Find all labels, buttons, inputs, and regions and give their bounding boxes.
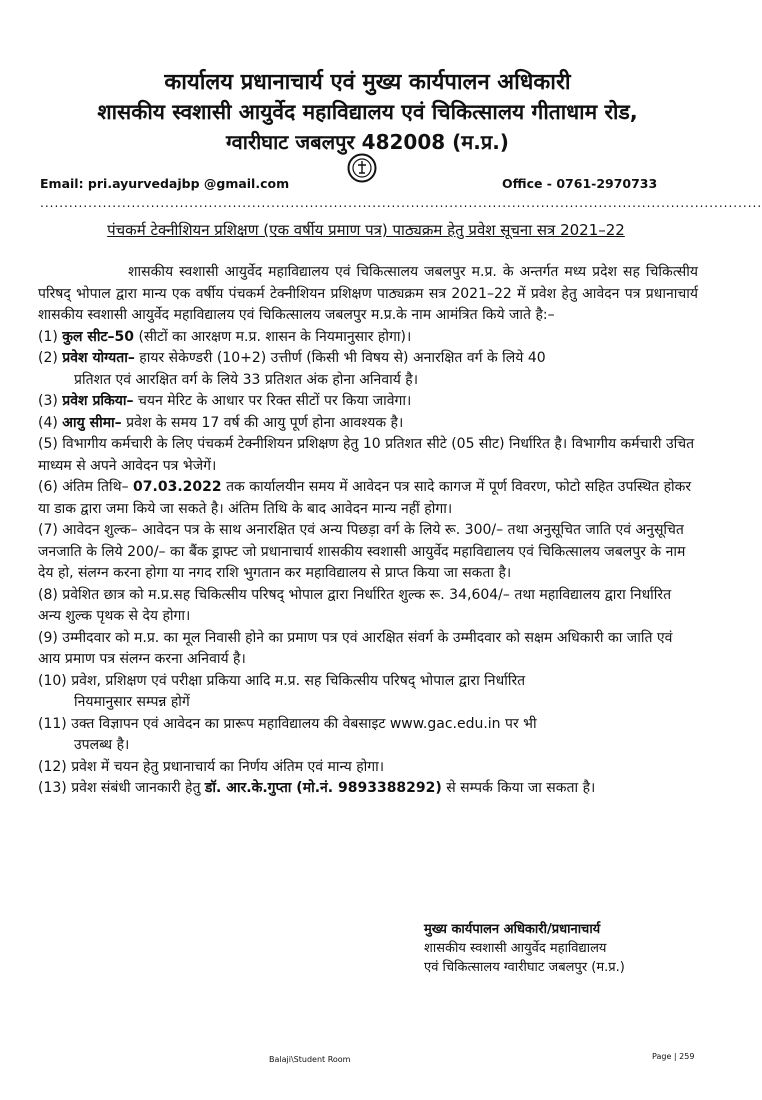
item-text: उम्मीदवार को म.प्र. का मूल निवासी होने का प्रमाण पत्र एवं आरक्षित संवर्ग के उम्मीदवार को सक्षम अधिकारी का जाति एवं आय प्रमाण पत्र संलग्न करना अनिवार्य है। bbox=[38, 629, 673, 667]
list-item bbox=[38, 413, 698, 435]
item-text: प्रवेशित छात्र को म.प्र.सह चिकित्सीय परिषद् भोपाल द्वारा निर्धारित शुल्क रू. 34,604/– तथा महाविद्यालय द्वारा निर्धारित अन्य शुल्क पृथक से देय होगा। bbox=[38, 586, 672, 624]
notice-body bbox=[38, 262, 698, 800]
item-number: (12) bbox=[38, 758, 67, 775]
list-item bbox=[38, 520, 698, 585]
item-continuation: नियमानुसार सम्पन्न होगें bbox=[74, 694, 190, 710]
college-name: शासकीय स्वशासी आयुर्वेद महाविद्यालय एवं चिकित्सालय गीताधाम रोड, bbox=[97, 100, 638, 124]
list-item bbox=[38, 477, 698, 520]
intro-paragraph: शासकीय स्वशासी आयुर्वेद महाविद्यालय एवं चिकित्सालय जबलपुर म.प्र. के अन्तर्गत मध्य प्रदेश सह चिकित्सीय परिषद् भोपाल द्वारा मान्य एक वर्षीय पंचकर्म टेक्नीशियन प्रशिक्षण पाठ्यक्रम सत्र 2021–22 में प्रवेश हेतु आवेदन पत्र प्रधानाचार्य शासकीय स्वशासी आयुर्वेद महाविद्यालय एवं चिकित्सालय जबलपुर म.प्र.के नाम आमंत्रित किये जाते है:– bbox=[38, 264, 698, 323]
item-text: प्रवेश, प्रशिक्षण एवं परीक्षा प्रकिया आदि म.प्र. सह चिकित्सीय परिषद् भोपाल द्वारा निर्धारित bbox=[66, 672, 526, 689]
item-number: (10) bbox=[38, 672, 67, 689]
list-item bbox=[38, 714, 698, 757]
list-item bbox=[38, 327, 698, 349]
item-number: (2) bbox=[38, 350, 58, 366]
criteria-list bbox=[38, 327, 698, 800]
list-item bbox=[38, 778, 698, 800]
item-number: (7) bbox=[38, 522, 58, 538]
footer-page-number: Page | 259 bbox=[652, 1052, 695, 1061]
list-item bbox=[38, 757, 698, 779]
list-item bbox=[38, 391, 698, 413]
item-text: आवेदन शुल्क– आवेदन पत्र के साथ अनारक्षित एवं अन्य पिछड़ा वर्ग के लिये रू. 300/– तथा अनुसूचित जाति एवं अनुसूचित जनजाति के लिये 200/– का बैंक ड्राफ्ट जो प्रधानाचार्य शासकीय स्वशासी आयुर्वेद महाविद्यालय एवं चिकित्सालय जबलपुर के नाम देय हो, संलग्न करना होगा या नगद राशि भुगतान कर महाविद्यालय से प्राप्त किया जा सकता है। bbox=[38, 522, 686, 581]
item-heading: प्रवेश योग्यता– bbox=[62, 350, 135, 366]
notice-title: पंचकर्म टेक्नीशियन प्रशिक्षण (एक वर्षीय प्रमाण पत्र) पाठ्यक्रम हेतु प्रवेश सूचना सत्र 2021–22 bbox=[107, 221, 625, 239]
item-heading: प्रवेश प्रकिया– bbox=[62, 393, 134, 409]
list-item bbox=[38, 628, 698, 671]
item-continuation: उपलब्ध है। bbox=[74, 737, 130, 753]
signature-block bbox=[424, 920, 625, 977]
item-number: (4) bbox=[38, 414, 58, 431]
dotted-rule: ...................................................................................................................................................... bbox=[40, 196, 762, 210]
footer-source: Balaji\Student Room bbox=[269, 1055, 351, 1064]
item-text: विभागीय कर्मचारी के लिए पंचकर्म टेक्नीशियन प्रशिक्षण हेतु 10 प्रतिशत सीटे (05 सीट) निर्धारित है। विभागीय कर्मचारी उचित माध्यम से अपने आवेदन पत्र भेजेगें। bbox=[38, 436, 695, 474]
emblem-seal-icon bbox=[347, 153, 377, 183]
item-text: हायर सेकेण्डरी (10+2) उत्तीर्ण (किसी भी विषय से) अनारक्षित वर्ग के लिये 40 bbox=[134, 350, 546, 366]
item-heading: 07.03.2022 bbox=[133, 479, 222, 495]
college-address: ग्वारीघाट जबलपुर 482008 (म.प्र.) bbox=[226, 130, 509, 154]
office-phone: Office - 0761-2970733 bbox=[502, 176, 658, 191]
item-number: (3) bbox=[38, 393, 58, 409]
item-text: से सम्पर्क किया जा सकता है। bbox=[441, 780, 596, 796]
item-text: (सीटों का आरक्षण म.प्र. शासन के नियमानुसार होगा)। bbox=[134, 328, 412, 345]
item-text: तक कार्यालयीन समय में आवेदन पत्र सादे कागज में पूर्ण विवरण, फोटो सहित उपस्थित होकर या डाक द्वारा जमा किये जा सकते है। अंतिम तिथि के बाद आवेदन मान्य नहीं होगा। bbox=[38, 479, 692, 517]
signatory-line-2: शासकीय स्वशासी आयुर्वेद महाविद्यालय bbox=[424, 941, 607, 956]
item-heading: आयु सीमा– bbox=[62, 414, 122, 431]
item-number: (11) bbox=[38, 715, 67, 732]
item-text: उक्त विज्ञापन एवं आवेदन का प्रारूप महाविद्यालय की वेबसाइट www.gac.edu.in पर भी bbox=[66, 715, 537, 732]
item-text: चयन मेरिट के आधार पर रिक्त सीटों पर किया जावेगा। bbox=[133, 393, 412, 409]
email-text: Email: pri.ayurvedajbp @gmail.com bbox=[40, 176, 290, 191]
item-number: (1) bbox=[38, 328, 58, 345]
item-number: (8) bbox=[38, 586, 58, 603]
item-heading: कुल सीट–50 bbox=[62, 328, 135, 345]
item-heading: डॉ. आर.के.गुप्ता (मो.नं. 9893388292) bbox=[204, 780, 442, 796]
item-text: प्रवेश के समय 17 वर्ष की आयु पूर्ण होना आवश्यक है। bbox=[121, 414, 404, 431]
list-item bbox=[38, 671, 698, 714]
item-number: (13) bbox=[38, 780, 67, 796]
list-item bbox=[38, 434, 698, 477]
item-continuation: प्रतिशत एवं आरक्षित वर्ग के लिये 33 प्रतिशत अंक होना अनिवार्य है। bbox=[74, 371, 419, 388]
item-number: (5) bbox=[38, 436, 58, 452]
list-item bbox=[38, 585, 698, 628]
list-item bbox=[38, 348, 698, 391]
item-text-pre: प्रवेश संबंधी जानकारी हेतु bbox=[66, 780, 205, 796]
item-text-pre: अंतिम तिथि– bbox=[57, 479, 134, 495]
office-title: कार्यालय प्रधानाचार्य एवं मुख्य कार्यपालन अधिकारी bbox=[164, 70, 571, 95]
item-number: (9) bbox=[38, 629, 58, 646]
signatory-title: मुख्य कार्यपालन अधिकारी/प्रधानाचार्य bbox=[424, 922, 601, 937]
item-text: प्रवेश में चयन हेतु प्रधानाचार्य का निर्णय अंतिम एवं मान्य होगा। bbox=[66, 758, 385, 775]
signatory-line-3: एवं चिकित्सालय ग्वारीघाट जबलपुर (म.प्र.) bbox=[424, 960, 625, 975]
item-number: (6) bbox=[38, 479, 58, 495]
